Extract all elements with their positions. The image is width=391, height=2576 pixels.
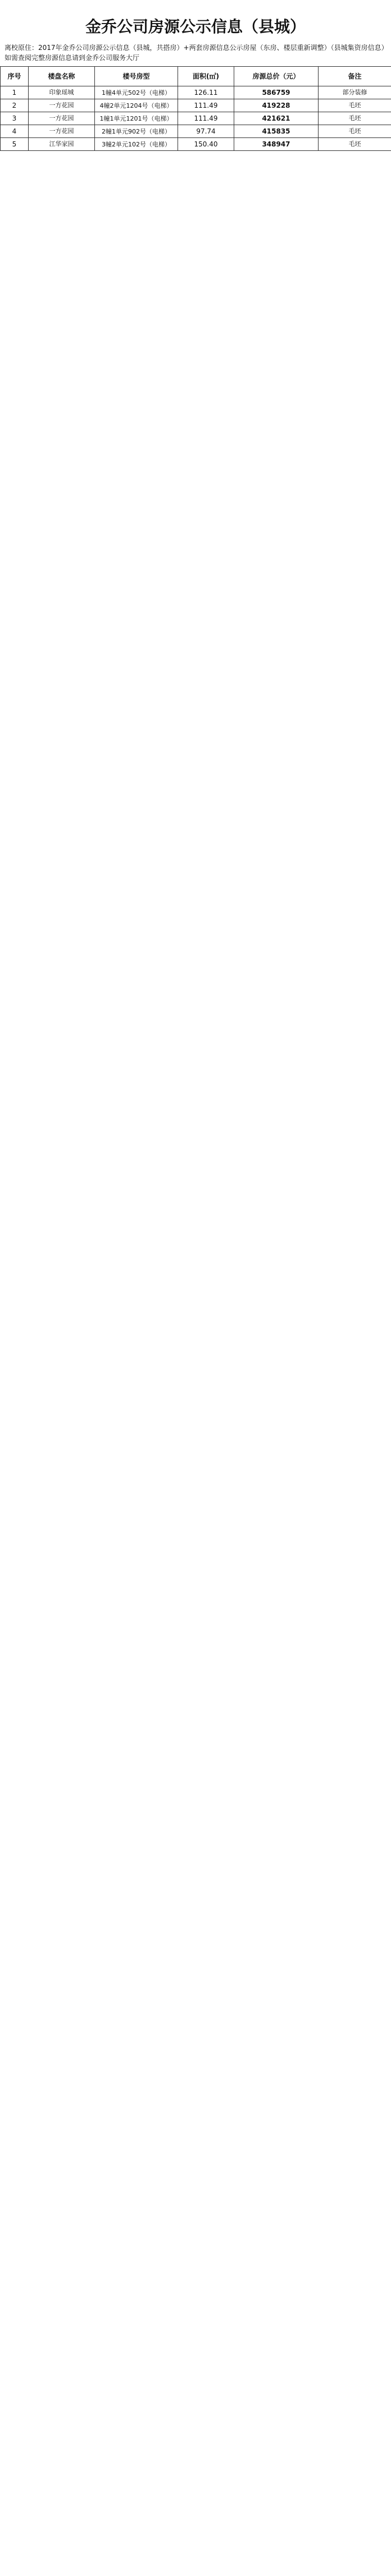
cell-note: 毛坯 [319, 112, 391, 125]
header-area: 面积(㎡) [178, 67, 234, 86]
cell-price: 415835 [234, 125, 319, 138]
cell-name: 印象瑶城 [29, 86, 95, 99]
cell-no: 4 [1, 125, 29, 138]
header-name: 楼盘名称 [29, 67, 95, 86]
cell-type: 1幢1单元1201号（电梯） [95, 112, 178, 125]
cell-name: 江华家园 [29, 138, 95, 151]
cell-no: 3 [1, 112, 29, 125]
table-row [1, 99, 391, 112]
cell-area: 97.74 [178, 125, 234, 138]
cell-area: 111.49 [178, 99, 234, 112]
header-type: 楼号房型 [95, 67, 178, 86]
cell-type: 4幢2单元1204号（电梯） [95, 99, 178, 112]
cell-type: 2幢1单元902号（电梯） [95, 125, 178, 138]
table-header-row [1, 67, 391, 86]
cell-name: 一方花园 [29, 112, 95, 125]
cell-price: 348947 [234, 138, 319, 151]
header-note: 备注 [319, 67, 391, 86]
cell-price: 419228 [234, 99, 319, 112]
cell-area: 126.11 [178, 86, 234, 99]
cell-note: 毛坯 [319, 138, 391, 151]
table-row [1, 138, 391, 151]
cell-no: 1 [1, 86, 29, 99]
cell-name: 一方花园 [29, 125, 95, 138]
table-row [1, 86, 391, 99]
cell-note: 毛坯 [319, 99, 391, 112]
cell-no: 2 [1, 99, 29, 112]
table-body [1, 86, 391, 151]
notice-text: 离校原住：2017年金乔公司房源公示信息（县城，共搭房）+两套房源信息公示房屋（东房、楼层重新调整）（县城集资房信息）如需查阅完整房源信息请到金乔公司服务大厅 [4, 44, 385, 62]
header-no: 序号 [1, 67, 29, 86]
cell-name: 一方花园 [29, 99, 95, 112]
table-row [1, 112, 391, 125]
cell-area: 150.40 [178, 138, 234, 151]
header-price: 房源总价（元） [234, 67, 319, 86]
table-row [1, 125, 391, 138]
cell-note: 毛坯 [319, 125, 391, 138]
cell-type: 1幢4单元502号（电梯） [95, 86, 178, 99]
page [0, 0, 391, 151]
cell-price: 421621 [234, 112, 319, 125]
cell-no: 5 [1, 138, 29, 151]
cell-note: 部分装修 [319, 86, 391, 99]
page-title: 金乔公司房源公示信息（县城） [85, 17, 306, 36]
cell-type: 3幢2单元102号（电梯） [95, 138, 178, 151]
cell-area: 111.49 [178, 112, 234, 125]
cell-price: 586759 [234, 86, 319, 99]
housing-table [0, 66, 391, 151]
